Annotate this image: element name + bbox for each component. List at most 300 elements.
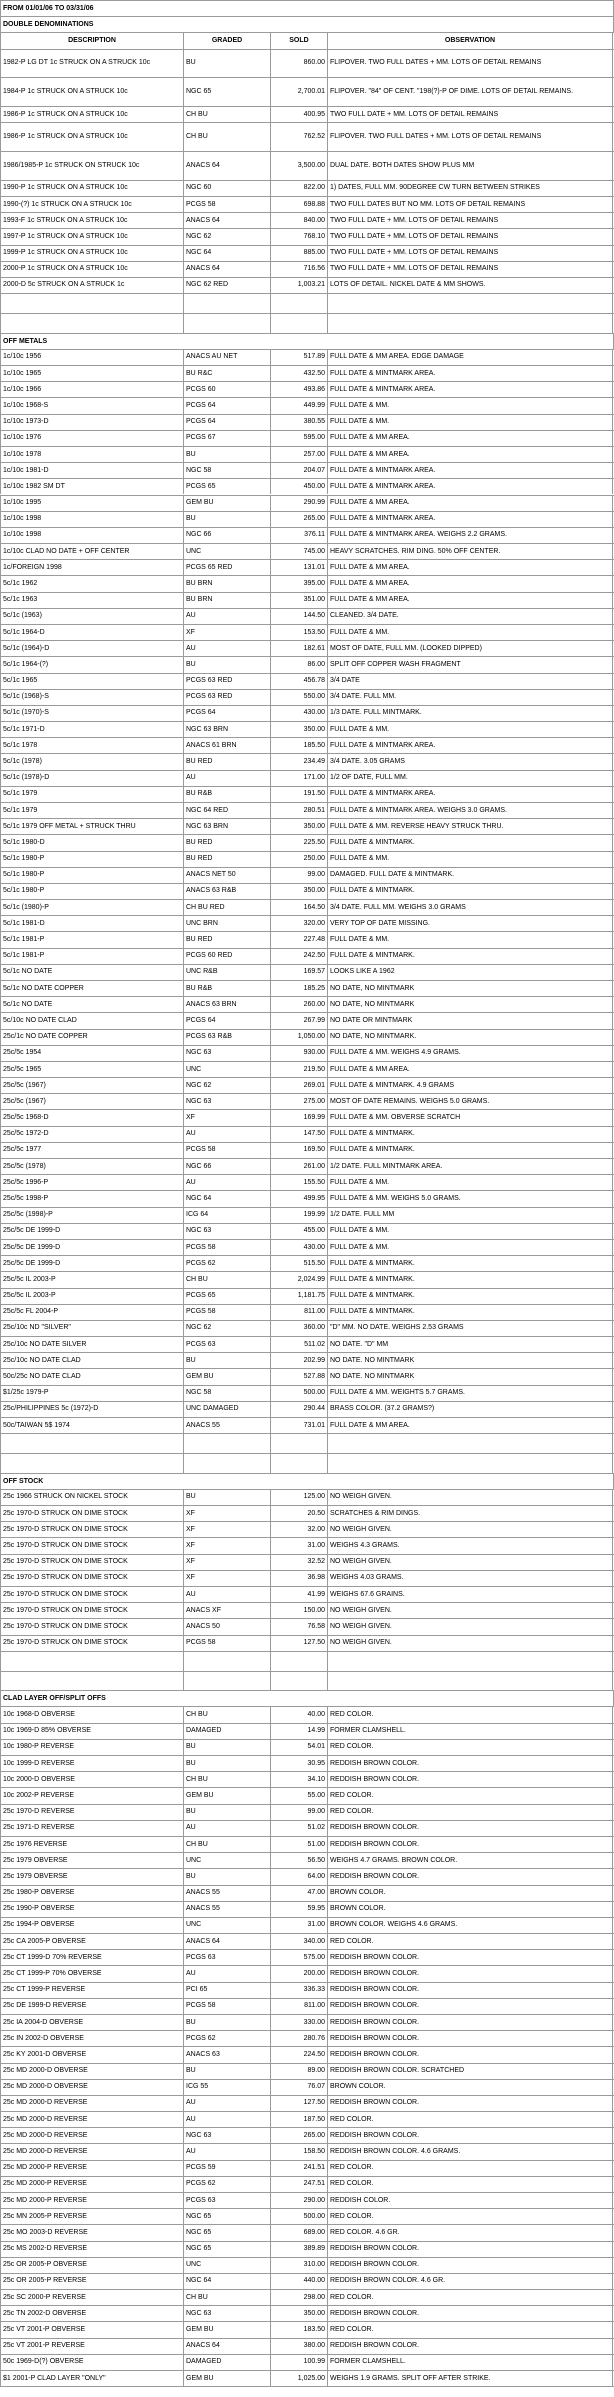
description-cell: 25c/5c 1972-D (0, 1127, 183, 1142)
description-cell: 1997-P 1c STRUCK ON A STRUCK 10c (0, 229, 183, 244)
table-row (0, 1320, 614, 1336)
table-row (0, 2305, 614, 2321)
table-row (0, 2257, 614, 2273)
description-cell: 25c MS 2002-D REVERSE (0, 2242, 183, 2257)
graded-cell: AU (183, 2112, 270, 2127)
sold-cell: 86.00 (270, 657, 327, 672)
graded-cell: PCGS 63 R&B (183, 1030, 270, 1045)
sold-cell: 202.99 (270, 1353, 327, 1368)
description-cell: 1c/10c 1998 (0, 528, 183, 543)
graded-cell: BU (183, 1805, 270, 1820)
graded-cell: NGC 63 BRN (183, 819, 270, 834)
observation-cell: FULL DATE & MM. WEIGHS 5.0 GRAMS. (327, 1191, 613, 1206)
description-cell: $1 2001-P CLAD LAYER "ONLY" (0, 2371, 183, 2386)
observation-cell: HEAVY SCRATCHES. RIM DING. 50% OFF CENTER. (327, 544, 613, 559)
table-row (0, 1917, 614, 1933)
description-cell: 25c/5c DE 1999-D (0, 1256, 183, 1271)
observation-cell: RED COLOR. (327, 2161, 613, 2176)
section-title-row (0, 16, 614, 32)
description-cell: 25c/10c ND "SILVER" (0, 1321, 183, 1336)
sold-cell: 456.78 (270, 674, 327, 689)
observation-cell: FULL DATE & MM AREA. (327, 431, 613, 446)
table-row (0, 2176, 614, 2192)
description-cell: 25c OR 2005-P REVERSE (0, 2274, 183, 2289)
table-row (0, 1570, 614, 1586)
section-title: OFF METALS (0, 334, 614, 349)
graded-cell: PCGS 62 (183, 2031, 270, 2046)
table-row (0, 2208, 614, 2224)
graded-cell: BU RED (183, 932, 270, 947)
table-row (0, 996, 614, 1012)
observation-cell: FULL DATE & MM. WEIGHTS 5.7 GRAMS. (327, 1386, 613, 1401)
description-cell: 25c CT 1999-P 70% OBVERSE (0, 1966, 183, 1981)
graded-cell: CH BU (183, 1272, 270, 1287)
sold-cell: 185.25 (270, 981, 327, 996)
observation-cell: RED COLOR. 4.6 GR. (327, 2225, 613, 2240)
table-row (0, 689, 614, 705)
sold-cell: 811.00 (270, 1999, 327, 2014)
sold-cell: 499.95 (270, 1191, 327, 1206)
observation-cell: REDDISH BROWN COLOR. (327, 1999, 613, 2014)
sold-cell: 336.33 (270, 1983, 327, 1998)
description-cell: 5c/1c NO DATE COPPER (0, 981, 183, 996)
description-cell: 5c/1c (1970)-S (0, 706, 183, 721)
observation-cell: REDDISH BROWN COLOR. (327, 1837, 613, 1852)
sold-cell: 247.51 (270, 2177, 327, 2192)
table-row (0, 640, 614, 656)
description-cell: 50c/TAIWAN 5$ 1974 (0, 1418, 183, 1433)
graded-cell: ANACS 64 (183, 213, 270, 228)
sold-cell: 225.50 (270, 835, 327, 850)
observation-cell: REDDISH BROWN COLOR. SCRATCHED (327, 2064, 613, 2079)
observation-cell: NO DATE OR MINTMARK (327, 1013, 613, 1028)
table-row (0, 381, 614, 397)
observation-cell: REDDISH BROWN COLOR. (327, 1756, 613, 1771)
graded-cell: NGC 64 (183, 2274, 270, 2289)
observation-cell: WEIGHS 4.3 GRAMS. (327, 1538, 613, 1553)
section-title: OFF STOCK (0, 1474, 614, 1489)
description-cell: 50c/25c NO DATE CLAD (0, 1369, 183, 1384)
table-row (0, 867, 614, 883)
description-cell: 25c IN 2002-D OBVERSE (0, 2031, 183, 2046)
graded-cell: PCGS 63 (183, 2193, 270, 2208)
observation-cell: REDDISH BROWN COLOR. (327, 1772, 613, 1787)
observation-cell: TWO FULL DATE + MM. LOTS OF DETAIL REMAINS (327, 262, 613, 277)
observation-cell: REDDISH BROWN COLOR. (327, 2339, 613, 2354)
table-row (0, 802, 614, 818)
table-row (0, 1012, 614, 1028)
empty-cell (0, 314, 183, 333)
observation-cell: NO DATE, NO MINTMARK. (327, 1030, 613, 1045)
sold-cell: 430.00 (270, 1240, 327, 1255)
table-row (0, 1706, 614, 1722)
sold-cell: 493.86 (270, 382, 327, 397)
graded-cell: ANACS 61 BRN (183, 738, 270, 753)
sold-cell: 30.95 (270, 1756, 327, 1771)
sold-cell: 234.49 (270, 754, 327, 769)
table-bottom-border (0, 2386, 614, 2387)
table-row (0, 1417, 614, 1433)
table-row (0, 673, 614, 689)
table-row (0, 2370, 614, 2386)
observation-cell: FULL DATE & MINTMARK AREA. (327, 512, 613, 527)
description-cell: 25c 1976 REVERSE (0, 1837, 183, 1852)
observation-cell: NO WEIGH GIVEN. (327, 1636, 613, 1651)
table-row (0, 245, 614, 261)
sold-cell: 1,003.21 (270, 278, 327, 293)
sold-cell: 290.00 (270, 2193, 327, 2208)
table-row (0, 1288, 614, 1304)
sold-cell: 745.00 (270, 544, 327, 559)
table-row (0, 1804, 614, 1820)
sold-cell: 860.00 (270, 50, 327, 78)
description-cell: 25c/5c (1998)-P (0, 1208, 183, 1223)
observation-cell: RED COLOR. (327, 2290, 613, 2305)
table-row (0, 1739, 614, 1755)
empty-cell (327, 1652, 613, 1671)
observation-cell: REDDISH BROWN COLOR. (327, 2015, 613, 2030)
table-row (0, 1109, 614, 1125)
description-cell: 5c/1c 1964-D (0, 625, 183, 640)
sold-cell: 183.50 (270, 2322, 327, 2337)
description-cell: 25c 1966 STRUCK ON NICKEL STOCK (0, 1490, 183, 1505)
sold-cell: 257.00 (270, 447, 327, 462)
graded-cell: NGC 63 (183, 1224, 270, 1239)
section-title: DOUBLE DENOMINATIONS (0, 17, 614, 32)
observation-cell: FULL DATE & MINTMARK. (327, 1127, 613, 1142)
sold-cell: 3,500.00 (270, 152, 327, 180)
description-cell: 5c/1c 1981-P (0, 949, 183, 964)
sold-cell: 242.50 (270, 949, 327, 964)
spacer-row (0, 313, 614, 333)
observation-cell: NO DATE. NO MINTMARK (327, 1353, 613, 1368)
table-row (0, 1618, 614, 1634)
description-cell: 5c/1c 1965 (0, 674, 183, 689)
graded-cell: ANACS AU NET (183, 350, 270, 365)
description-cell: 25c MD 2000-P REVERSE (0, 2161, 183, 2176)
description-cell: 1984-P 1c STRUCK ON A STRUCK 10c (0, 78, 183, 106)
observation-cell: WEIGHS 4.7 GRAMS. BROWN COLOR. (327, 1853, 613, 1868)
description-cell: 1986-P 1c STRUCK ON A STRUCK 10c (0, 107, 183, 122)
sold-cell: 2,700.01 (270, 78, 327, 106)
graded-cell: BU (183, 50, 270, 78)
table-row (0, 1239, 614, 1255)
report-period-row (0, 0, 614, 16)
observation-cell: REDDISH BROWN COLOR. 4.6 GRAMS. (327, 2144, 613, 2159)
sold-cell: 269.01 (270, 1078, 327, 1093)
table-row (0, 1755, 614, 1771)
observation-cell: FULL DATE & MM AREA. EDGE DAMAGE (327, 350, 613, 365)
graded-cell: NGC 64 (183, 1191, 270, 1206)
empty-cell (0, 1434, 183, 1453)
observation-cell: DUAL DATE. BOTH DATES SHOW PLUS MM (327, 152, 613, 180)
graded-cell: DAMAGED (183, 2355, 270, 2370)
sold-cell: 41.99 (270, 1587, 327, 1602)
description-cell: 25c/5c DE 1999-D (0, 1240, 183, 1255)
sold-cell: 280.76 (270, 2031, 327, 2046)
observation-cell: REDDISH BROWN COLOR. (327, 2258, 613, 2273)
description-cell: 5c/1c 1979 (0, 787, 183, 802)
sold-cell: 155.50 (270, 1175, 327, 1190)
description-cell: 25c/PHILIPPINES 5c (1972)-D (0, 1402, 183, 1417)
sold-cell: 144.50 (270, 609, 327, 624)
graded-cell: PCGS 65 (183, 479, 270, 494)
sold-cell: 153.50 (270, 625, 327, 640)
observation-cell: FULL DATE & MINTMARK AREA. WEIGHS 2.2 GRAMS. (327, 528, 613, 543)
observation-cell: FULL DATE & MINTMARK. 4.9 GRAMS (327, 1078, 613, 1093)
description-cell: 25c 1970-D REVERSE (0, 1805, 183, 1820)
description-cell: 5c/1c 1962 (0, 576, 183, 591)
sold-cell: 575.00 (270, 1950, 327, 1965)
spacer-row (0, 293, 614, 313)
observation-cell: REDDISH BROWN COLOR. 4.6 GR. (327, 2274, 613, 2289)
table-row (0, 1723, 614, 1739)
sold-cell: 380.55 (270, 415, 327, 430)
sold-cell: 310.00 (270, 2258, 327, 2273)
sold-cell: 40.00 (270, 1707, 327, 1722)
observation-cell: FULL DATE & MM. (327, 1224, 613, 1239)
observation-cell: SCRATCHES & RIM DINGS. (327, 1506, 613, 1521)
graded-cell: ANACS 50 (183, 1619, 270, 1634)
graded-cell: PCGS 63 (183, 1337, 270, 1352)
observation-cell: SPLIT OFF COPPER WASH FRAGMENT (327, 657, 613, 672)
graded-cell: PCGS 59 (183, 2161, 270, 2176)
description-cell: 25c/10c NO DATE CLAD (0, 1353, 183, 1368)
description-cell: 25c/1c NO DATE COPPER (0, 1030, 183, 1045)
observation-cell: NO DATE, NO MINTMARK (327, 997, 613, 1012)
description-cell: 25c 1979 OBVERSE (0, 1869, 183, 1884)
empty-cell (327, 1672, 613, 1691)
sold-cell: 241.51 (270, 2161, 327, 2176)
table-row (0, 1304, 614, 1320)
graded-cell: PCGS 58 (183, 1143, 270, 1158)
description-cell: 10c 2000-D OBVERSE (0, 1772, 183, 1787)
observation-cell: TWO FULL DATE + MM. LOTS OF DETAIL REMAINS (327, 107, 613, 122)
table-row (0, 430, 614, 446)
table-row (0, 1885, 614, 1901)
sold-cell: 131.01 (270, 560, 327, 575)
empty-cell (270, 1652, 327, 1671)
observation-cell: CLEANED. 3/4 DATE. (327, 609, 613, 624)
graded-cell: UNC R&B (183, 965, 270, 980)
observation-cell: LOTS OF DETAIL. NICKEL DATE & MM SHOWS. (327, 278, 613, 293)
observation-cell: 1) DATES, FULL MM. 90DEGREE CW TURN BETWEEN STRIKES (327, 181, 613, 196)
graded-cell: NGC 62 RED (183, 278, 270, 293)
description-cell: 5c/1c (1968)-S (0, 690, 183, 705)
graded-cell: NGC 64 RED (183, 803, 270, 818)
observation-cell: REDDISH BROWN COLOR. (327, 1983, 613, 1998)
sold-cell: 224.50 (270, 2047, 327, 2062)
observation-cell: DAMAGED. FULL DATE & MINTMARK. (327, 868, 613, 883)
sold-cell: 169.99 (270, 1110, 327, 1125)
sold-cell: 200.00 (270, 1966, 327, 1981)
table-row (0, 49, 614, 78)
sold-cell: 290.99 (270, 496, 327, 511)
table-row (0, 511, 614, 527)
table-row (0, 980, 614, 996)
graded-cell: ANACS 63 (183, 2047, 270, 2062)
table-row (0, 1949, 614, 1965)
observation-cell: FORMER CLAMSHELL. (327, 2355, 613, 2370)
table-row (0, 212, 614, 228)
description-cell: 25c MO 2003-D REVERSE (0, 2225, 183, 2240)
table-row (0, 883, 614, 899)
description-cell: 25c/5c 1998-P (0, 1191, 183, 1206)
sold-cell: 351.00 (270, 593, 327, 608)
description-cell: 25c 1970-D STRUCK ON DIME STOCK (0, 1522, 183, 1537)
description-cell: 25c 1970-D STRUCK ON DIME STOCK (0, 1619, 183, 1634)
sold-cell: 840.00 (270, 213, 327, 228)
sold-cell: 99.00 (270, 1805, 327, 1820)
observation-cell: FULL DATE & MINTMARK. (327, 1272, 613, 1287)
graded-cell: UNC (183, 544, 270, 559)
observation-cell: REDDISH BROWN COLOR. (327, 1821, 613, 1836)
sold-cell: 1,025.00 (270, 2371, 327, 2386)
description-cell: 50c 1969-D(?) OBVERSE (0, 2355, 183, 2370)
graded-cell: BU BRN (183, 593, 270, 608)
graded-cell: NGC 65 (183, 2209, 270, 2224)
description-cell: 1990-P 1c STRUCK ON A STRUCK 10c (0, 181, 183, 196)
table-row (0, 180, 614, 196)
sold-cell: 51.02 (270, 1821, 327, 1836)
observation-cell: RED COLOR. (327, 1805, 613, 1820)
observation-cell: FULL DATE & MINTMARK. (327, 1289, 613, 1304)
empty-cell (183, 1672, 270, 1691)
table-row (0, 964, 614, 980)
description-cell: 25c/5c 1996-P (0, 1175, 183, 1190)
observation-cell: WEIGHS 1.9 GRAMS. SPLIT OFF AFTER STRIKE. (327, 2371, 613, 2386)
description-cell: 25c 1970-D STRUCK ON DIME STOCK (0, 1603, 183, 1618)
description-cell: 25c 1970-D STRUCK ON DIME STOCK (0, 1555, 183, 1570)
observation-cell: 3/4 DATE (327, 674, 613, 689)
sold-cell: 127.50 (270, 1636, 327, 1651)
description-cell: 5c/1c 1980-P (0, 884, 183, 899)
table-row (0, 770, 614, 786)
observation-cell: NO DATE. NO MINTMARK (327, 1369, 613, 1384)
table-row (0, 1142, 614, 1158)
table-row (0, 1271, 614, 1287)
sold-cell: 340.00 (270, 1934, 327, 1949)
description-cell: 5c/1c 1963 (0, 593, 183, 608)
observation-cell: NO WEIGH GIVEN. (327, 1490, 613, 1505)
sold-cell: 150.00 (270, 1603, 327, 1618)
description-cell: 1999-P 1c STRUCK ON A STRUCK 10c (0, 246, 183, 261)
table-row (0, 1901, 614, 1917)
observation-cell: FULL DATE & MINTMARK AREA. (327, 366, 613, 381)
description-cell: 1982-P LG DT 1c STRUCK ON A STRUCK 10c (0, 50, 183, 78)
table-row (0, 705, 614, 721)
description-cell: 25c SC 2000-P REVERSE (0, 2290, 183, 2305)
table-row (0, 1158, 614, 1174)
observation-cell: 1/2 DATE. FULL MINTMARK AREA. (327, 1159, 613, 1174)
sold-cell: 158.50 (270, 2144, 327, 2159)
observation-cell: FULL DATE & MM. (327, 415, 613, 430)
sold-cell: 127.50 (270, 2096, 327, 2111)
table-row (0, 1554, 614, 1570)
table-row (0, 1505, 614, 1521)
graded-cell: ANACS 55 (183, 1886, 270, 1901)
observation-cell: FULL DATE & MM AREA. (327, 1062, 613, 1077)
sold-cell: 380.00 (270, 2339, 327, 2354)
table-row (0, 2354, 614, 2370)
sold-cell: 147.50 (270, 1127, 327, 1142)
sold-cell: 171.00 (270, 771, 327, 786)
graded-cell: BU (183, 1353, 270, 1368)
table-row (0, 851, 614, 867)
graded-cell: XF (183, 625, 270, 640)
table-row (0, 1771, 614, 1787)
observation-cell: NO WEIGH GIVEN. (327, 1603, 613, 1618)
table-row (0, 915, 614, 931)
table-row (0, 77, 614, 106)
observation-cell: 3/4 DATE. FULL MM. (327, 690, 613, 705)
table-row (0, 1965, 614, 1981)
graded-cell: PCGS 62 (183, 1256, 270, 1271)
graded-cell: GEM BU (183, 1788, 270, 1803)
description-cell: 25c 1979 OBVERSE (0, 1853, 183, 1868)
graded-cell: ANACS 64 (183, 152, 270, 180)
graded-cell: NGC 65 (183, 78, 270, 106)
sold-cell: 169.57 (270, 965, 327, 980)
table-row (0, 446, 614, 462)
observation-cell: FULL DATE & MINTMARK. (327, 884, 613, 899)
description-cell: 1c/10c 1998 (0, 512, 183, 527)
table-row (0, 786, 614, 802)
description-cell: 25c 1980-P OBVERSE (0, 1886, 183, 1901)
graded-cell: XF (183, 1506, 270, 1521)
observation-cell: FULL DATE & MINTMARK AREA. WEIGHS 3.0 GRAMS. (327, 803, 613, 818)
description-cell: 25c MD 2000-D REVERSE (0, 2128, 183, 2143)
graded-cell: AU (183, 1127, 270, 1142)
section-title-row (0, 333, 614, 349)
observation-cell: FULL DATE & MM. (327, 625, 613, 640)
column-header-observation: OBSERVATION (327, 33, 613, 48)
graded-cell: ANACS 64 (183, 262, 270, 277)
spacer-row (0, 1453, 614, 1473)
sold-cell: 1,181.75 (270, 1289, 327, 1304)
observation-cell: FULL DATE & MM AREA. (327, 1418, 613, 1433)
graded-cell: ANACS 63 R&B (183, 884, 270, 899)
observation-cell: FULL DATE & MM AREA. (327, 496, 613, 511)
graded-cell: PCGS 64 (183, 398, 270, 413)
description-cell: 25c IA 2004-D OBVERSE (0, 2015, 183, 2030)
graded-cell: PCGS 58 (183, 1636, 270, 1651)
table-row (0, 462, 614, 478)
observation-cell: BROWN COLOR. (327, 2080, 613, 2095)
sold-cell: 2,024.99 (270, 1272, 327, 1287)
description-cell: 5c/1c NO DATE (0, 965, 183, 980)
table-row (0, 575, 614, 591)
graded-cell: GEM BU (183, 496, 270, 511)
graded-cell: NGC 63 (183, 2128, 270, 2143)
table-row (0, 1586, 614, 1602)
table-row (0, 1602, 614, 1618)
observation-cell: NO DATE. "D" MM (327, 1337, 613, 1352)
description-cell: 1993-F 1c STRUCK ON A STRUCK 10c (0, 213, 183, 228)
graded-cell: AU (183, 641, 270, 656)
description-cell: 1c/10c 1965 (0, 366, 183, 381)
description-cell: 5c/1c 1980-P (0, 868, 183, 883)
graded-cell: CH BU (183, 123, 270, 151)
empty-cell (327, 1454, 613, 1473)
graded-cell: AU (183, 1966, 270, 1981)
observation-cell: FULL DATE & MM AREA. (327, 576, 613, 591)
table-row (0, 1635, 614, 1651)
table-row (0, 495, 614, 511)
sold-cell: 169.50 (270, 1143, 327, 1158)
description-cell: 25c/5c 1968-D (0, 1110, 183, 1125)
graded-cell: PCGS 58 (183, 197, 270, 212)
